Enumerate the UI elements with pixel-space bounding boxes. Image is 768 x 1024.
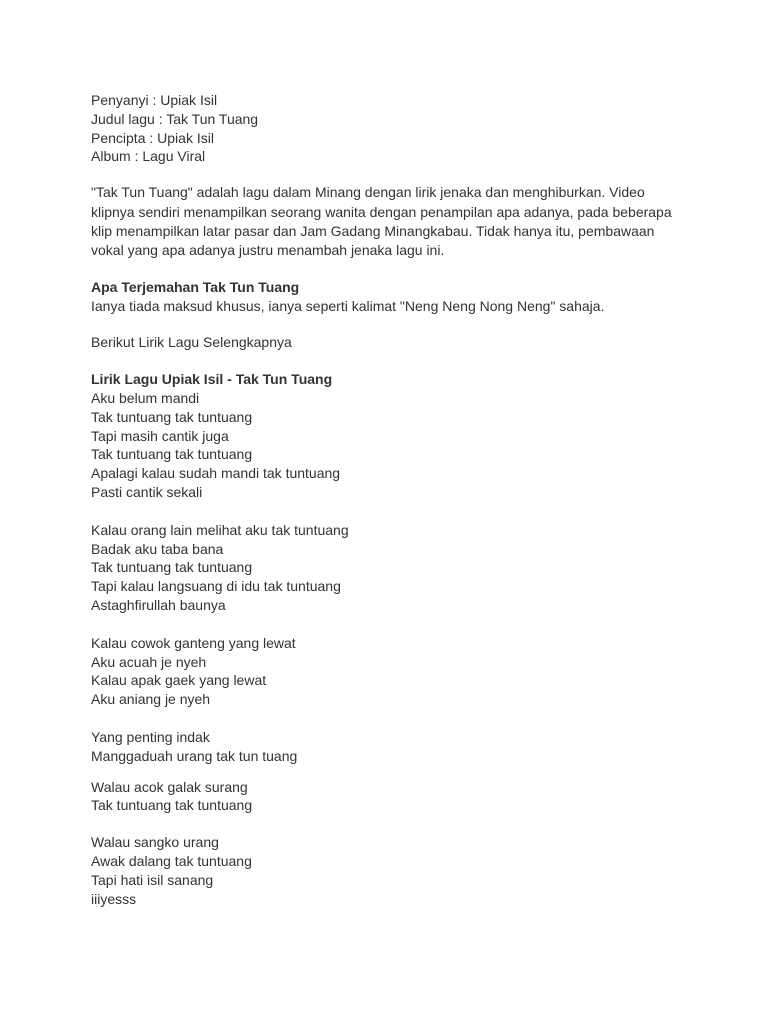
lyric-line: Walau acok galak surang <box>91 778 248 795</box>
translation-heading: Apa Terjemahan Tak Tun Tuang <box>91 278 300 295</box>
document-body <box>91 91 681 908</box>
lyric-line: Kalau orang lain melihat aku tak tuntuang <box>91 521 349 538</box>
intro-line: klip menampilkan latar pasar dan Jam Gadang Minangkabau. Tidak hanya itu, pembawaan <box>91 223 655 239</box>
intro-line: klipnya sendiri menampilkan seorang wanita dengan penampilan apa adanya, pada beberapa <box>91 203 672 220</box>
lyric-line: Aku belum mandi <box>91 390 200 406</box>
song-info <box>91 91 681 166</box>
lyric-line: Tapi kalau langsuang di idu tak tuntuang <box>91 578 341 595</box>
lyric-line: Badak aku taba bana <box>91 540 224 557</box>
lyrics-verse-2 <box>91 521 681 615</box>
lyric-line: Apalagi kalau sudah mandi tak tuntuang <box>91 465 341 482</box>
lyric-line: Yang penting indak <box>91 728 210 745</box>
lyric-line: Tapi hati isil sanang <box>91 871 214 888</box>
lyric-line: Astaghfirullah baunya <box>91 596 226 613</box>
lyrics-heading: Lirik Lagu Upiak Isil - Tak Tun Tuang <box>91 371 333 388</box>
lyric-line: Tak tuntuang tak tuntuang <box>91 408 253 425</box>
lyric-line: Tapi masih cantik juga <box>91 427 229 444</box>
lyric-line: iiiyesss <box>91 890 137 907</box>
lead-in-text: Berikut Lirik Lagu Selengkapnya <box>91 334 292 351</box>
lyric-line: Tak tuntuang tak tuntuang <box>91 446 253 463</box>
lyric-line: Kalau apak gaek yang lewat <box>91 672 267 689</box>
lyric-line: Tak tuntuang tak tuntuang <box>91 797 253 814</box>
lyric-line: Awak dalang tak tuntuang <box>91 852 252 869</box>
lyric-line: Manggaduah urang tak tun tuang <box>91 747 298 764</box>
lyrics-verse-4 <box>91 728 681 766</box>
lyrics-verse-1 <box>91 389 681 502</box>
translation-text: Ianya tiada maksud khusus, ianya seperti kalimat "Neng Neng Nong Neng" sahaja. <box>91 297 605 314</box>
lyrics-verse-6 <box>91 833 681 908</box>
lyric-line: Walau sangko urang <box>91 834 219 851</box>
lyrics-section <box>91 370 681 908</box>
lyric-line: Kalau cowok ganteng yang lewat <box>91 634 296 651</box>
composer-line: Pencipta : Upiak Isil <box>91 129 214 146</box>
intro-paragraph <box>91 183 681 261</box>
translation-section <box>91 278 681 316</box>
title-line: Judul lagu : Tak Tun Tuang <box>91 110 259 127</box>
lyric-line: Tak tuntuang tak tuntuang <box>91 559 253 576</box>
lyric-line: Pasti cantik sekali <box>91 483 203 500</box>
lyric-line: Aku acuah je nyeh <box>91 653 207 670</box>
lyrics-verse-3 <box>91 634 681 709</box>
lyric-line: Aku aniang je nyeh <box>91 691 211 708</box>
lyrics-verse-5 <box>91 778 681 816</box>
singer-line: Penyanyi : Upiak Isil <box>91 92 218 108</box>
album-line: Album : Lagu Viral <box>91 148 206 165</box>
intro-line: vokal yang apa adanya justru menambah jenaka lagu ini. <box>91 242 445 259</box>
intro-line: "Tak Tun Tuang" adalah lagu dalam Minang dengan lirik jenaka dan menghiburkan. Video <box>91 184 645 201</box>
